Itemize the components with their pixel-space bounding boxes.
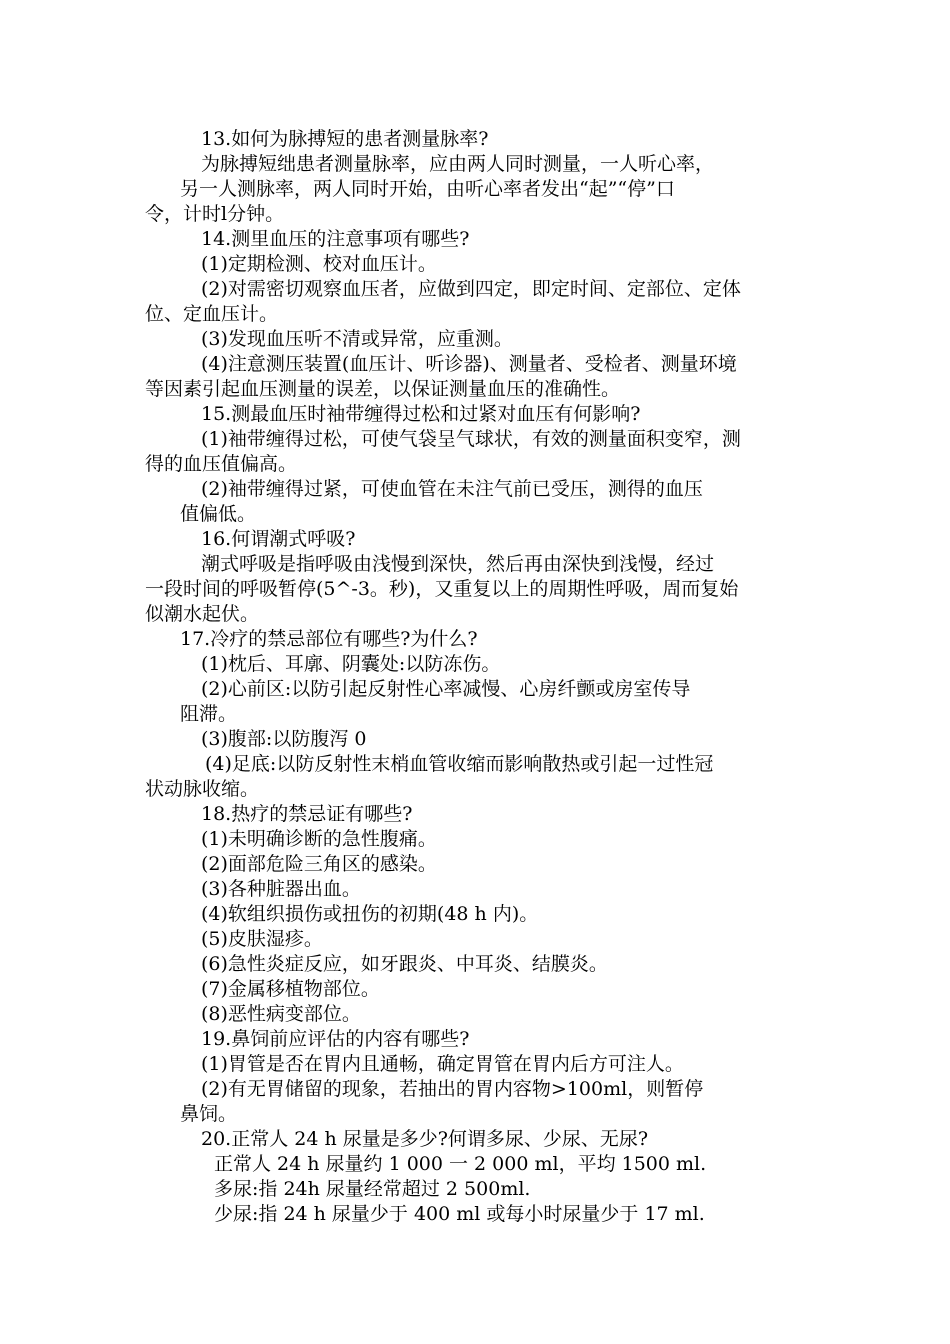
list-item: (3)各种脏器出血。 — [201, 878, 361, 900]
list-item-continuation: 鼻饲。 — [180, 1103, 238, 1125]
list-item-continuation: 得的血压值偏高。 — [145, 453, 298, 475]
heading-q17: 17.冷疗的禁忌部位有哪些?为什么? — [180, 628, 478, 650]
answer-line: 另一人测脉率，两人同时开始，由听心率者发出“起”“停”口 — [180, 178, 675, 200]
answer-line: 潮式呼吸是指呼吸由浅慢到深快，然后再由深快到浅慢，经过 — [201, 553, 715, 575]
answer-line: 一段时间的呼吸暂停(5^-3。秒)，又重复以上的周期性呼吸，周而复始 — [145, 578, 739, 600]
heading-q20: 20.正常人 24 h 尿量是多少?何谓多尿、少尿、无尿? — [201, 1128, 649, 1150]
answer-line: 为脉搏短绌患者测量脉率，应由两人同时测量，一人听心率， — [201, 153, 715, 175]
list-item-continuation: 位、定血压计。 — [145, 303, 279, 325]
list-item: (2)面部危险三角区的感染。 — [201, 853, 437, 875]
list-item: (6)急性炎症反应，如牙跟炎、中耳炎、结膜炎。 — [201, 953, 608, 975]
list-item-continuation: 等因素引起血压测量的误差，以保证测量血压的准确性。 — [145, 378, 621, 400]
list-item: (1)枕后、耳廓、阴囊处:以防冻伤。 — [201, 653, 501, 675]
list-item: (2)对需密切观察血压者，应做到四定，即定时间、定部位、定体 — [201, 278, 741, 300]
answer-line: 少尿:指 24 h 尿量少于 400 ml 或每小时尿量少于 17 ml. — [214, 1203, 705, 1225]
list-item: (1)定期检测、校对血压计。 — [201, 253, 437, 275]
list-item: (5)皮肤湿疹。 — [201, 928, 323, 950]
heading-q14: 14.测里血压的注意事项有哪些? — [201, 228, 470, 250]
answer-line: 似潮水起伏。 — [145, 603, 260, 625]
list-item: (1)胃管是否在胃内且通畅，确定胃管在胃内后方可注人。 — [201, 1053, 684, 1075]
list-item-continuation: 阻滞。 — [180, 703, 238, 725]
heading-q16: 16.何谓潮式呼吸? — [201, 528, 356, 550]
list-item: (3)发现血压听不清或异常，应重测。 — [201, 328, 513, 350]
list-item: (3)腹部:以防腹泻 0 — [201, 728, 367, 750]
list-item: (1)袖带缠得过松，可使气袋呈气球状，有效的测量面积变窄，测 — [201, 428, 741, 450]
list-item: (4)注意测压装置(血压计、听诊器)、测量者、受检者、测量环境 — [201, 353, 737, 375]
answer-line: 令，计时l分钟。 — [145, 203, 285, 225]
list-item: (2)有无胃储留的现象，若抽出的胃内容物>100ml，则暂停 — [201, 1078, 704, 1100]
list-item: (8)恶性病变部位。 — [201, 1003, 361, 1025]
list-item-continuation: 值偏低。 — [180, 503, 257, 525]
heading-q18: 18.热疗的禁忌证有哪些? — [201, 803, 413, 825]
list-item: (4)足底:以防反射性末梢血管收缩而影响散热或引起一过性冠 — [205, 753, 714, 775]
answer-line: 正常人 24 h 尿量约 1 000 一 2 000 ml，平均 1500 ml. — [214, 1153, 707, 1175]
list-item-continuation: 状动脉收缩。 — [145, 778, 260, 800]
heading-q19: 19.鼻饲前应评估的内容有哪些? — [201, 1028, 470, 1050]
list-item: (1)未明确诊断的急性腹痛。 — [201, 828, 437, 850]
list-item: (2)心前区:以防引起反射性心率减慢、心房纤颤或房室传导 — [201, 678, 691, 700]
list-item: (7)金属移植物部位。 — [201, 978, 380, 1000]
heading-q13: 13.如何为脉搏短的患者测量脉率? — [201, 128, 489, 150]
list-item: (2)袖带缠得过紧，可使血管在未注气前已受压，测得的血压 — [201, 478, 703, 500]
list-item: (4)软组织损伤或扭伤的初期(48 h 内)。 — [201, 903, 539, 925]
answer-line: 多尿:指 24h 尿量经常超过 2 500ml. — [214, 1178, 531, 1200]
heading-q15: 15.测最血压时袖带缠得过松和过紧对血压有何影响? — [201, 403, 641, 425]
